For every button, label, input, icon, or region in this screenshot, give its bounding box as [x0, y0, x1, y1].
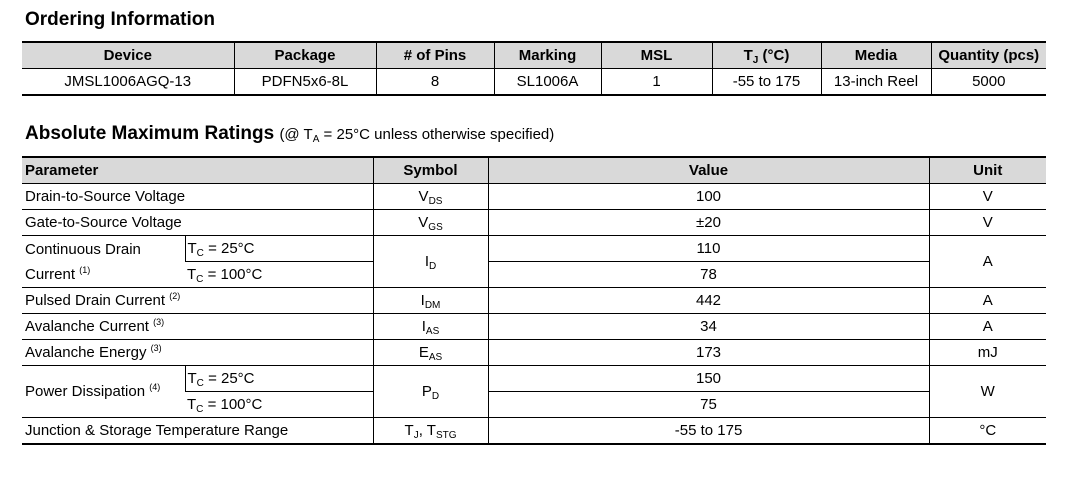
cell-msl: 1	[601, 69, 712, 96]
param-idm: Pulsed Drain Current $^{(2)}$	[22, 288, 373, 314]
cell-pins: 8	[376, 69, 494, 96]
col-header-symbol: Symbol	[373, 157, 488, 184]
symbol-pd: $P_D$	[373, 366, 488, 418]
symbol-eas: $E_{AS}$	[373, 340, 488, 366]
cond-id-100: $T_C = 100^\circ C$	[185, 262, 373, 288]
ratings-row-pd-25	[22, 366, 1046, 392]
unit-vgs: V	[929, 210, 1046, 236]
param-eas: Avalanche Energy $^{(3)}$	[22, 340, 373, 366]
symbol-vgs: $V_{GS}$	[373, 210, 488, 236]
param-vds: Drain-to-Source Voltage	[22, 184, 373, 210]
ordering-table	[22, 41, 1046, 96]
unit-eas: mJ	[929, 340, 1046, 366]
col-header-unit: Unit	[929, 157, 1046, 184]
col-header-media: Media	[821, 42, 931, 69]
param-ias: Avalanche Current $^{(3)}$	[22, 314, 373, 340]
value-idm: 442	[488, 288, 929, 314]
ratings-row-ias	[22, 314, 1046, 340]
cell-device: JMSL1006AGQ-13	[64, 73, 192, 90]
value-eas: 173	[488, 340, 929, 366]
ratings-row-vgs	[22, 210, 1046, 236]
ratings-row-tj	[22, 418, 1046, 445]
ratings-header-row	[22, 157, 1046, 184]
cell-package: PDFN5x6-8L	[234, 69, 376, 96]
col-header-marking: Marking	[494, 42, 601, 69]
ratings-note: (@ $T_A = 25^\circ C$ unless otherwise specified)	[279, 126, 555, 145]
ordering-title: Ordering Information	[25, 9, 215, 30]
param-tj: Junction & Storage Temperature Range	[22, 418, 373, 445]
ratings-row-eas	[22, 340, 1046, 366]
col-header-pins: # of Pins	[376, 42, 494, 69]
param-id: Continuous Drain Current $^{(1)}$	[22, 236, 185, 288]
unit-vds: V	[929, 184, 1046, 210]
param-vgs: Gate-to-Source Voltage	[22, 210, 373, 236]
footnote-2: (2)	[169, 291, 181, 301]
footnote-3: (3)	[153, 317, 165, 327]
value-id-25: 110	[488, 236, 929, 262]
cell-media: 13-inch Reel	[821, 69, 931, 96]
footnote-1: (1)	[79, 264, 91, 275]
cond-pd-100: $T_C = 100^\circ C$	[185, 392, 373, 418]
footnote-4: (4)	[149, 382, 161, 392]
unit-idm: A	[929, 288, 1046, 314]
cell-tj: -55 to 175	[712, 69, 821, 96]
unit-tj: °C	[929, 418, 1046, 445]
cond-id-25: $T_C = 25^\circ C$	[185, 236, 373, 262]
symbol-id: $I_D$	[373, 236, 488, 288]
ratings-table	[22, 156, 1046, 445]
ratings-title: Absolute Maximum Ratings (@ $T_A = 25^\circ C$ unless otherwise specified)	[25, 123, 555, 145]
cond-pd-25: $T_C = 25^\circ C$	[185, 366, 373, 392]
value-vds: 100	[488, 184, 929, 210]
symbol-idm: $I_{DM}$	[373, 288, 488, 314]
value-pd-25: 150	[488, 366, 929, 392]
ratings-row-idm	[22, 288, 1046, 314]
symbol-ias: $I_{AS}$	[373, 314, 488, 340]
col-header-parameter: Parameter	[22, 157, 373, 184]
value-vgs: ±20	[488, 210, 929, 236]
col-header-tj: $T_J$ (°C)	[712, 42, 821, 69]
ordering-header-row	[22, 42, 1046, 69]
footnote-3: (3)	[150, 343, 162, 353]
symbol-vds: $V_{DS}$	[373, 184, 488, 210]
col-header-package: Package	[234, 42, 376, 69]
value-tj: -55 to 175	[488, 418, 929, 445]
value-pd-100: 75	[488, 392, 929, 418]
ratings-row-vds	[22, 184, 1046, 210]
unit-ias: A	[929, 314, 1046, 340]
unit-pd: W	[929, 366, 1046, 418]
ordering-data-row	[22, 69, 1046, 96]
col-header-value: Value	[488, 157, 929, 184]
col-header-msl: MSL	[601, 42, 712, 69]
col-header-device: Device	[22, 42, 234, 69]
value-ias: 34	[488, 314, 929, 340]
cell-quantity: 5000	[931, 69, 1046, 96]
col-header-quantity: Quantity (pcs)	[931, 42, 1046, 69]
unit-id: A	[929, 236, 1046, 288]
value-id-100: 78	[488, 262, 929, 288]
ratings-row-id-25	[22, 236, 1046, 262]
symbol-tj: $T_J$, $T_{STG}$	[373, 418, 488, 445]
param-pd: Power Dissipation $^{(4)}$	[22, 366, 185, 418]
cell-marking: SL1006A	[494, 69, 601, 96]
